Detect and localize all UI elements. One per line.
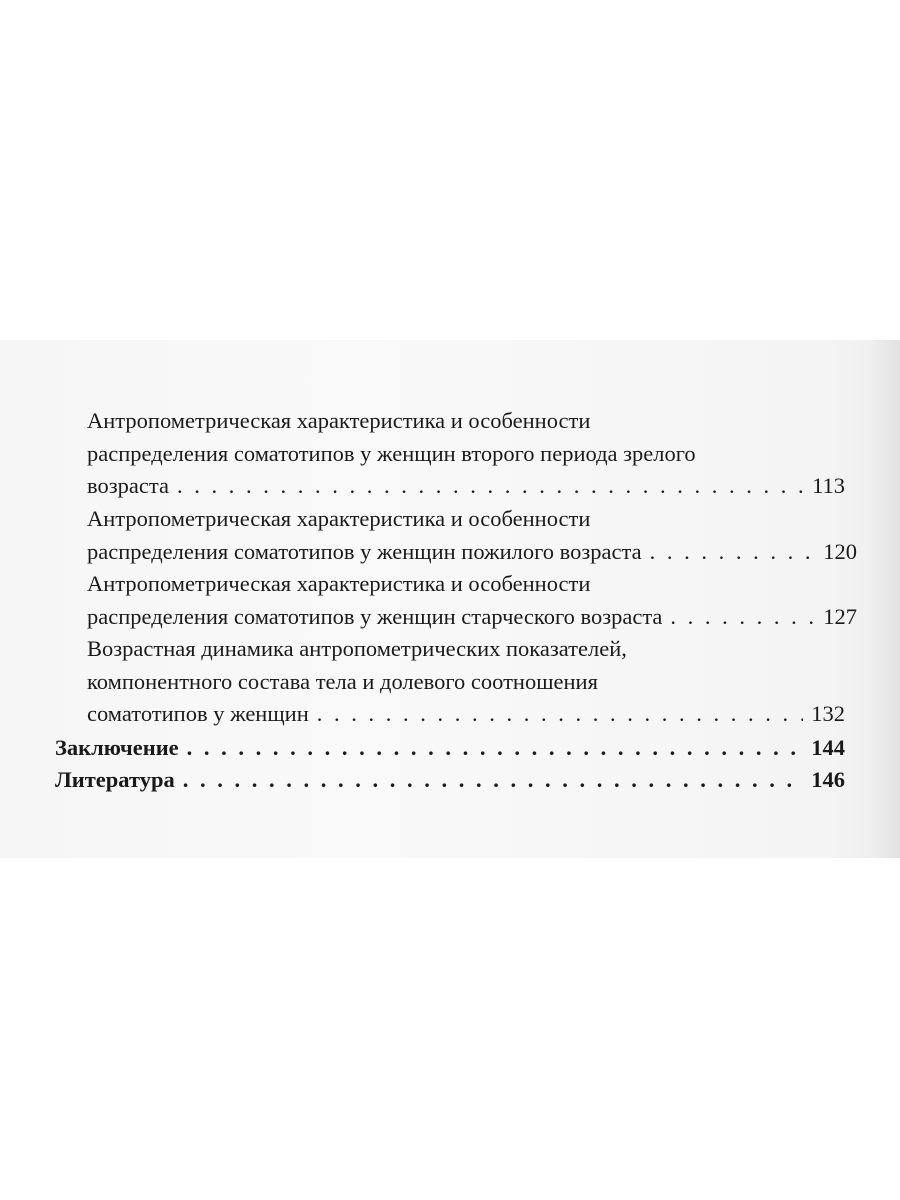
toc-page-number: 132 xyxy=(811,701,845,726)
dot-leader xyxy=(177,470,804,503)
toc-entry-title-line: Антропометрическая характеристика и особенности xyxy=(87,571,591,596)
dot-leader xyxy=(317,698,803,731)
toc-entry-last-line xyxy=(87,470,845,503)
dot-leader xyxy=(183,764,804,797)
dot-leader xyxy=(650,536,816,569)
toc-entry-title-line: Литература xyxy=(55,767,175,792)
toc-entry-title-line: соматотипов у женщин xyxy=(87,701,309,726)
toc-page-number: 127 xyxy=(823,603,857,629)
toc-entry-title-line: Возрастная динамика антропометрических показателей, xyxy=(87,636,627,661)
toc-page-number: 144 xyxy=(811,735,845,760)
toc-entry-title-line: компонентного состава тела и долевого соотношения xyxy=(87,668,598,694)
toc-entry-literature[interactable] xyxy=(55,764,845,797)
toc-entry-women-senile[interactable] xyxy=(87,568,857,633)
toc-entry-title-line: Антропометрическая характеристика и особенности xyxy=(87,408,591,433)
toc-entry-age-dynamics[interactable] xyxy=(87,633,845,731)
toc-entry-last-line xyxy=(55,732,845,765)
toc-entry-conclusion[interactable] xyxy=(55,732,845,765)
toc-page-number: 146 xyxy=(811,767,845,792)
toc-entry-title-line: распределения соматотипов у женщин пожилого возраста xyxy=(87,538,642,564)
toc-page-number: 113 xyxy=(812,473,845,498)
toc-entry-women-second-mature-period[interactable] xyxy=(87,405,845,503)
toc-entry-title-line: возраста xyxy=(87,473,169,498)
dot-leader xyxy=(670,601,815,634)
toc-entry-title-line: Заключение xyxy=(55,735,179,760)
toc-entry-last-line xyxy=(87,601,857,634)
dot-leader xyxy=(187,732,804,765)
toc-entry-title-line: распределения соматотипов у женщин старческого возраста xyxy=(87,603,663,629)
toc-entry-last-line xyxy=(87,536,857,569)
toc-entry-women-elderly[interactable] xyxy=(87,503,857,568)
toc-page-number: 120 xyxy=(823,538,857,564)
toc-entry-title-line: распределения соматотипов у женщин второго периода зрелого xyxy=(87,440,696,466)
book-page-edge-shadow xyxy=(872,340,900,858)
toc-entry-last-line xyxy=(87,698,845,731)
toc-entry-last-line xyxy=(55,764,845,797)
toc-entry-title-line: Антропометрическая характеристика и особенности xyxy=(87,506,591,531)
